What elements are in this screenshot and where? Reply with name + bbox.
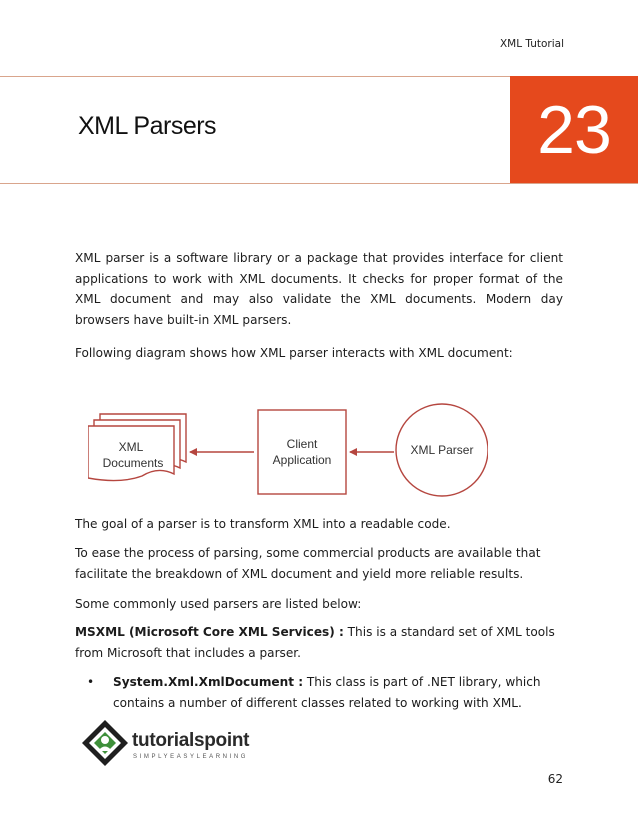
bullet-label: System.Xml.XmlDocument :: [113, 675, 304, 689]
chapter-number: 23: [537, 91, 611, 168]
msxml-paragraph: [75, 622, 563, 663]
ease-paragraph: To ease the process of parsing, some commercial products are available that facilitate the breakdown of XML document and yield more reliable results.: [75, 546, 541, 581]
logo-wordmark: tutorialspoint: [132, 730, 250, 751]
diagram-intro-paragraph: Following diagram shows how XML parser interacts with XML document:: [75, 346, 513, 360]
msxml-label: MSXML (Microsoft Core XML Services) :: [75, 625, 344, 639]
xml-parser-label: XML Parser: [410, 443, 474, 457]
intro-paragraph: XML parser is a software library or a package that provides interface for client applications to work with XML documents. It checks for proper format of the XML document and may also validate the XML documents. Modern day browsers have built-in XML parsers.: [75, 251, 563, 327]
client-application-label-1: Client: [286, 437, 318, 451]
bullet-text: This class is part of .NET library, which contains a number of different classes related to working with XML.: [113, 675, 541, 710]
msxml-text: This is a standard set of XML tools from Microsoft that includes a parser.: [75, 625, 555, 660]
tutorialspoint-logo: [80, 718, 280, 770]
common-parsers-paragraph: Some commonly used parsers are listed below:: [75, 597, 362, 611]
logo-tagline: SIMPLYEASYLEARNING: [133, 754, 249, 760]
running-header: XML Tutorial: [499, 38, 564, 50]
xml-documents-label-1: XML: [118, 440, 144, 454]
bullet-dot: •: [87, 675, 95, 689]
logo-emblem-icon: [82, 720, 128, 766]
goal-paragraph: The goal of a parser is to transform XML into a readable code.: [75, 517, 451, 531]
xml-documents-label-2: Documents: [102, 456, 164, 470]
parser-diagram: [88, 400, 488, 510]
client-application-label-2: Application: [272, 453, 332, 467]
bullet-text-block: [113, 672, 563, 713]
chapter-number-box: [510, 76, 638, 183]
chapter-title: XML Parsers: [78, 112, 217, 140]
page-number: 62: [547, 772, 563, 786]
client-application-box: [258, 410, 346, 494]
